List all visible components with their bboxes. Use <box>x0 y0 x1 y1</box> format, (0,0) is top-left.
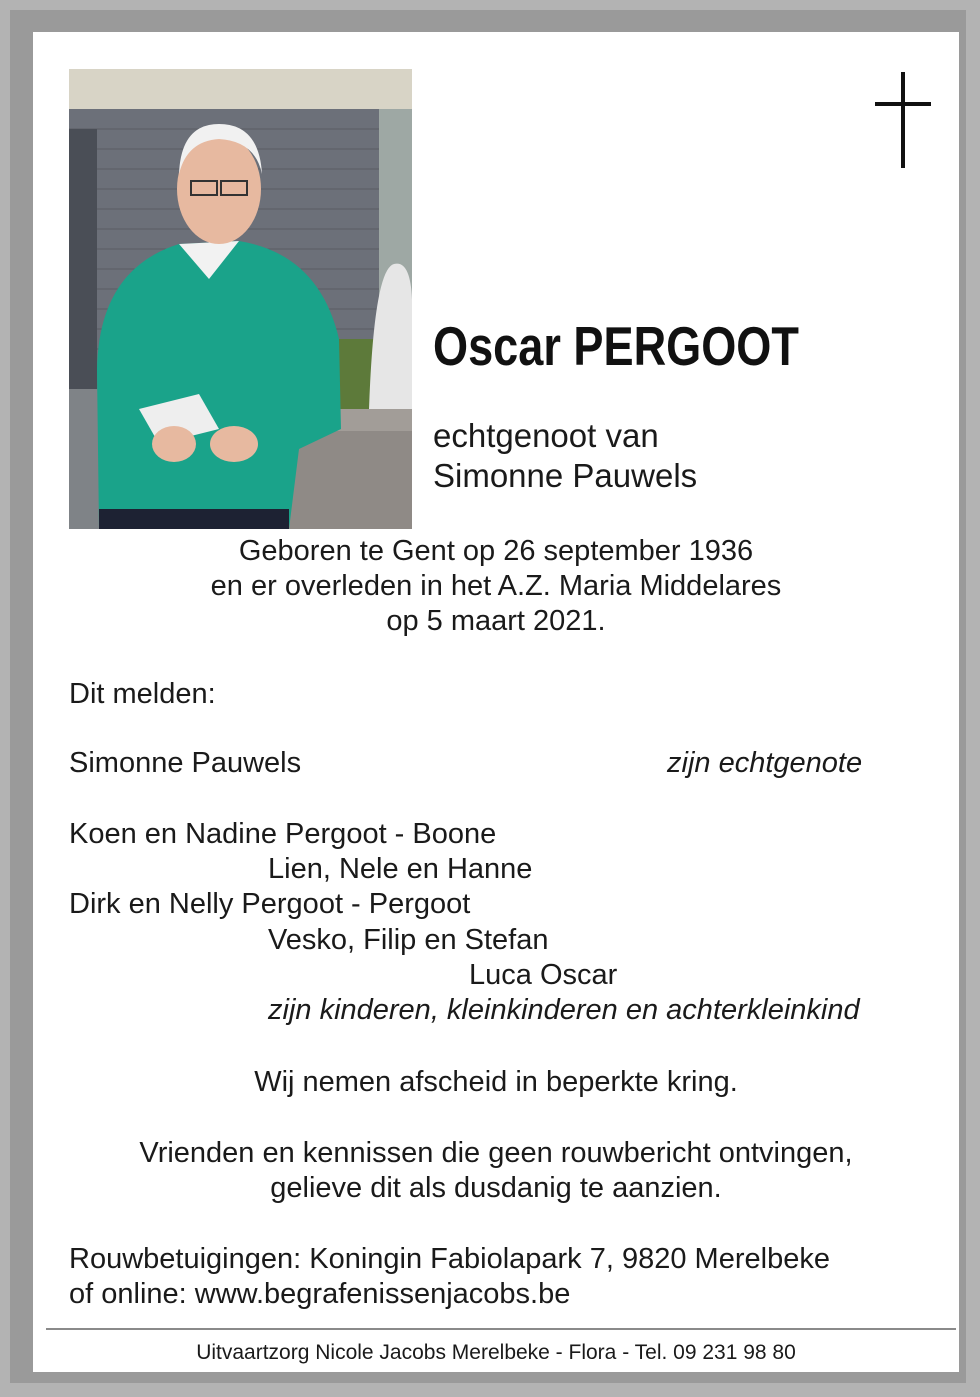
cross-icon <box>875 72 931 168</box>
death-date-line: op 5 maart 2021. <box>386 605 606 637</box>
footer-funeral-home: Uitvaartzorg Nicole Jacobs Merelbeke - Flora - Tel. 09 231 98 80 <box>196 1341 796 1364</box>
farewell-line: Wij nemen afscheid in beperkte kring. <box>254 1066 738 1098</box>
relation-intro: echtgenoot van <box>433 417 659 454</box>
footer-divider <box>46 1328 956 1330</box>
condolences-address: Rouwbetuigingen: Koningin Fabiolapark 7, 9820 Merelbeke <box>69 1243 830 1275</box>
obituary-card <box>33 32 959 1372</box>
family-grandchildren-1: Lien, Nele en Hanne <box>268 853 533 885</box>
deceased-name: Oscar PERGOOT <box>433 315 799 377</box>
notice-line-2: gelieve dit als dusdanig te aanzien. <box>270 1172 722 1204</box>
portrait-photo <box>69 69 412 529</box>
family-spouse: Simonne Pauwels <box>69 747 302 779</box>
family-child-2: Dirk en Nelly Pergoot - Pergoot <box>69 888 471 920</box>
family-grandchildren-2: Vesko, Filip en Stefan <box>268 924 549 956</box>
card-frame <box>10 10 966 1383</box>
announce-label: Dit melden: <box>69 678 216 710</box>
birth-line: Geboren te Gent op 26 september 1936 <box>238 535 754 567</box>
death-line: en er overleden in het A.Z. Maria Middelares <box>210 570 782 602</box>
family-great-grandchild: Luca Oscar <box>469 959 618 991</box>
condolences-online: of online: www.begrafenissenjacobs.be <box>69 1278 571 1310</box>
family-child-1: Koen en Nadine Pergoot - Boone <box>69 818 497 850</box>
family-children-role: zijn kinderen, kleinkinderen en achterkleinkind <box>268 994 860 1026</box>
family-spouse-role: zijn echtgenote <box>667 747 863 779</box>
spouse-name: Simonne Pauwels <box>433 457 698 494</box>
notice-line-1: Vrienden en kennissen die geen rouwbericht ontvingen, <box>139 1137 853 1169</box>
